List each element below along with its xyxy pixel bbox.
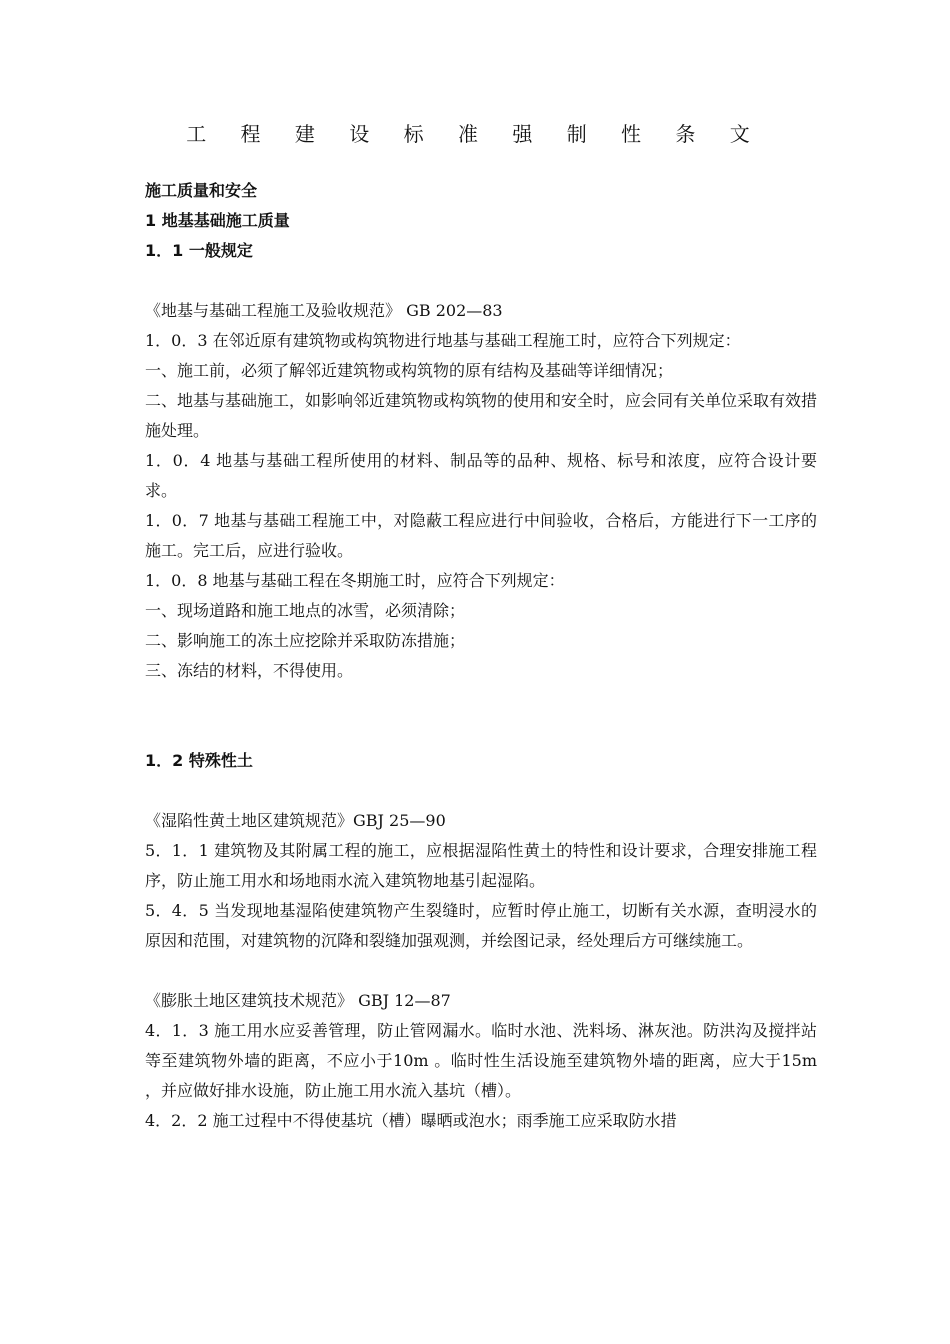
clause-paragraph: 1．0．8 地基与基础工程在冬期施工时，应符合下列规定： bbox=[145, 571, 565, 590]
standard-reference: 《湿陷性黄土地区建筑规范》GBJ 25—90 bbox=[145, 811, 446, 830]
subsection-heading: 1．1 一般规定 bbox=[145, 241, 253, 260]
clause-paragraph: 4．1．3 施工用水应妥善管理，防止管网漏水。临时水池、洗料场、淋灰池。防洪沟及搅拌站等至建筑物外墙的距离，不应小于10m 。临时性生活设施至建筑物外墙的距离，应大于15m ，并应做好排水设施，防止施工用水流入基坑（槽）。 bbox=[145, 1021, 817, 1100]
clause-paragraph: 4．2．2 施工过程中不得使基坑（槽）曝晒或泡水；雨季施工应采取防水措 bbox=[145, 1111, 677, 1130]
clause-paragraph: 5．1．1 建筑物及其附属工程的施工，应根据湿陷性黄土的特性和设计要求，合理安排施工程序，防止施工用水和场地雨水流入建筑物地基引起湿陷。 bbox=[145, 841, 817, 890]
clause-item: 二、地基与基础施工，如影响邻近建筑物或构筑物的使用和安全时，应会同有关单位采取有效措施处理。 bbox=[145, 391, 818, 440]
standard-reference: 《膨胀土地区建筑技术规范》 GBJ 12—87 bbox=[145, 991, 451, 1010]
clause-paragraph: 1．0．3 在邻近原有建筑物或构筑物进行地基与基础工程施工时，应符合下列规定： bbox=[145, 331, 741, 350]
clause-item: 二、影响施工的冻土应挖除并采取防冻措施； bbox=[145, 631, 466, 650]
clause-item: 一、现场道路和施工地点的冰雪，必须清除； bbox=[145, 601, 466, 620]
clause-paragraph: 5．4．5 当发现地基湿陷使建筑物产生裂缝时，应暂时停止施工，切断有关水源，查明浸水的原因和范围，对建筑物的沉降和裂缝加强观测，并绘图记录，经处理后方可继续施工。 bbox=[145, 901, 817, 950]
document-title: 工 程 建 设 标 准 强 制 性 条 文 bbox=[186, 122, 764, 146]
clause-item: 一、施工前，必须了解邻近建筑物或构筑物的原有结构及基础等详细情况； bbox=[145, 361, 674, 380]
clause-item: 三、冻结的材料，不得使用。 bbox=[145, 661, 354, 680]
clause-paragraph: 1．0．4 地基与基础工程所使用的材料、制品等的品种、规格、标号和浓度，应符合设计要求。 bbox=[145, 451, 817, 500]
standard-reference: 《地基与基础工程施工及验收规范》 GB 202—83 bbox=[145, 301, 503, 320]
chapter-heading: 1 地基基础施工质量 bbox=[145, 211, 290, 230]
subsection-heading: 1．2 特殊性土 bbox=[145, 751, 253, 770]
clause-paragraph: 1．0．7 地基与基础工程施工中，对隐蔽工程应进行中间验收，合格后，方能进行下一工序的施工。完工后，应进行验收。 bbox=[145, 511, 817, 560]
document-body bbox=[145, 176, 817, 1136]
section-heading: 施工质量和安全 bbox=[145, 181, 258, 200]
